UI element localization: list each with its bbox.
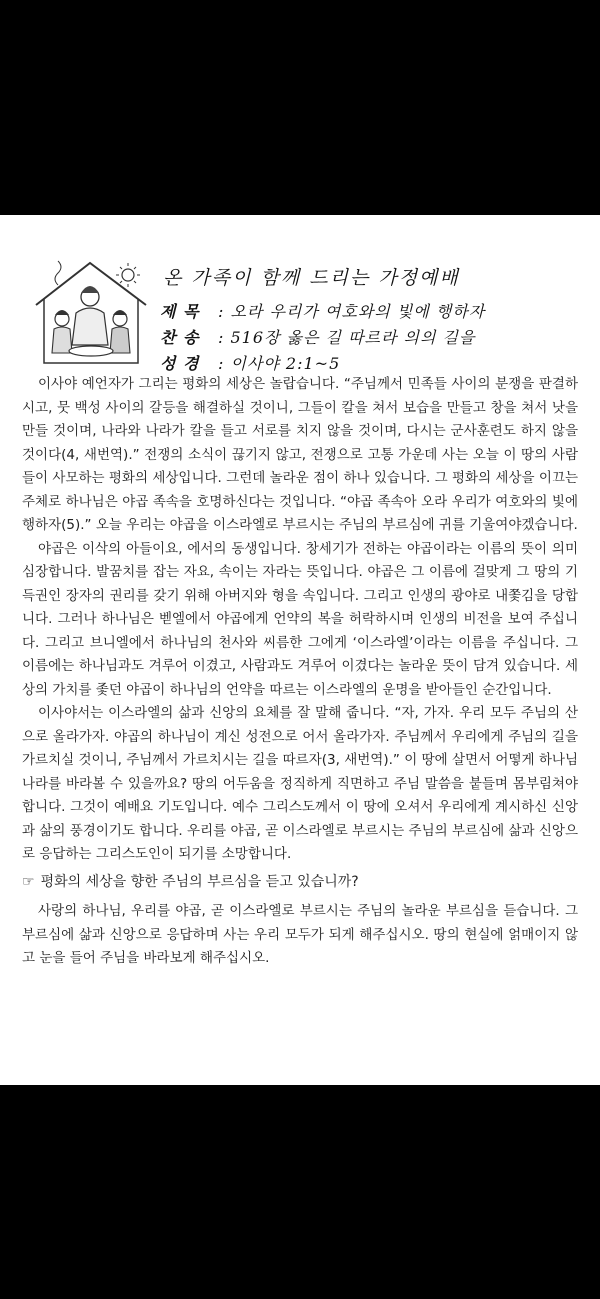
family-illustration [28,255,153,370]
hymn-line [160,325,475,348]
question-text: 평화의 세상을 향한 주님의 부르심을 듣고 있습니까? [40,873,359,890]
pointing-hand-icon: ☞ [22,873,35,890]
worship-title: 온 가족이 함께 드리는 가정예배 [163,267,460,289]
meta-label: 찬 송 [160,328,200,347]
meta-value: : 516장 옳은 길 따르라 의의 길을 [218,328,476,347]
meta-label: 성 경 [160,354,200,373]
reflection-question [22,871,578,895]
sermon-body [22,373,578,971]
meta-label: 제 목 [160,302,200,321]
scripture-line [160,351,340,374]
meta-value: : 오라 우리가 여호와의 빛에 행하자 [218,302,486,321]
document-page [0,215,600,1085]
sermon-title-line [160,299,485,322]
paragraph: 야곱은 이삭의 아들이요, 에서의 동생입니다. 창세기가 전하는 야곱이라는 이름의 뜻이 의미심장합니다. 발꿈치를 잡는 자요, 속이는 자라는 뜻입니다. 야곱은 그 이름에 걸맞게 그 땅의 기득권인 장자의 권리를 갖기 위해 아버지와 형을 속입니다. 그리고 인생의 광야로 내쫓김을 당합니다. 그러나 하나님은 벧엘에서 야곱에게 언약의 복을 허락하시며 인생의 비전을 보여 주십니다. 그리고 브니엘에서 하나님의 천사와 씨름한 그에게 ‘이스라엘’이라는 이름을 주십니다. 그 이름에는 하나님과도 겨루어 이겼고, 사람과도 겨루어 이겼다는 놀라운 뜻이 담겨 있습니다. 세상의 가치를 좇던 야곱이 하나님의 언약을 따르는 이스라엘의 운명을 받아들인 순간입니다. [22,540,578,698]
prayer: 사랑의 하나님, 우리를 야곱, 곧 이스라엘로 부르시는 주님의 놀라운 부르심을 듣습니다. 그 부르심에 삶과 신앙으로 응답하며 사는 우리 모두가 되게 해주십시오. 땅의 현실에 얽매이지 않고 눈을 들어 주님을 바라보게 해주십시오. [22,903,578,966]
worship-header [28,255,588,385]
paragraph: 이사야서는 이스라엘의 삶과 신앙의 요체를 잘 말해 줍니다. “자, 가자. 우리 모두 주님의 산으로 올라가자. 야곱의 하나님이 계신 성전으로 어서 올라가자. 주님께서 우리에게 주님의 길을 가르치실 것이니, 주님께서 가르치시는 길을 따르자(3, 새번역).” 이 땅에 살면서 어떻게 하나님 나라를 바라볼 수 있을까요? 땅의 어두움을 정직하게 직면하고 주님 말씀을 붙들며 몸부림쳐야 합니다. 그것이 예배요 기도입니다. 예수 그리스도께서 이 땅에 오셔서 우리에게 계시하신 신앙과 삶의 풍경이기도 합니다. 우리를 야곱, 곧 이스라엘로 부르시는 주님의 부르심에 삶과 신앙으로 응답하는 그리스도인이 되기를 소망합니다. [22,705,578,862]
paragraph: 이사야 예언자가 그리는 평화의 세상은 놀랍습니다. “주님께서 민족들 사이의 분쟁을 판결하시고, 뭇 백성 사이의 갈등을 해결하실 것이니, 그들이 칼을 쳐서 보습을 만들고 창을 쳐서 낫을 만들 것이며, 나라와 나라가 칼을 들고 서로를 치지 않을 것이며, 다시는 군사훈련도 하지 않을 것이다(4, 새번역).” 전쟁의 소식이 끊기지 않고, 전쟁으로 고통 가운데 사는 오늘 이 땅의 사람들이 사모하는 평화의 세상입니다. 그런데 놀라운 점이 하나 있습니다. 그 평화의 세상을 이끄는 주체로 하나님은 야곱 족속을 호명하신다는 것입니다. “야곱 족속아 오라 우리가 여호와의 빛에 행하자(5).” 오늘 우리는 야곱을 이스라엘로 부르시는 주님의 부르심에 귀를 기울여야겠습니다. [22,376,578,533]
meta-value: : 이사야 2:1~5 [218,354,341,373]
